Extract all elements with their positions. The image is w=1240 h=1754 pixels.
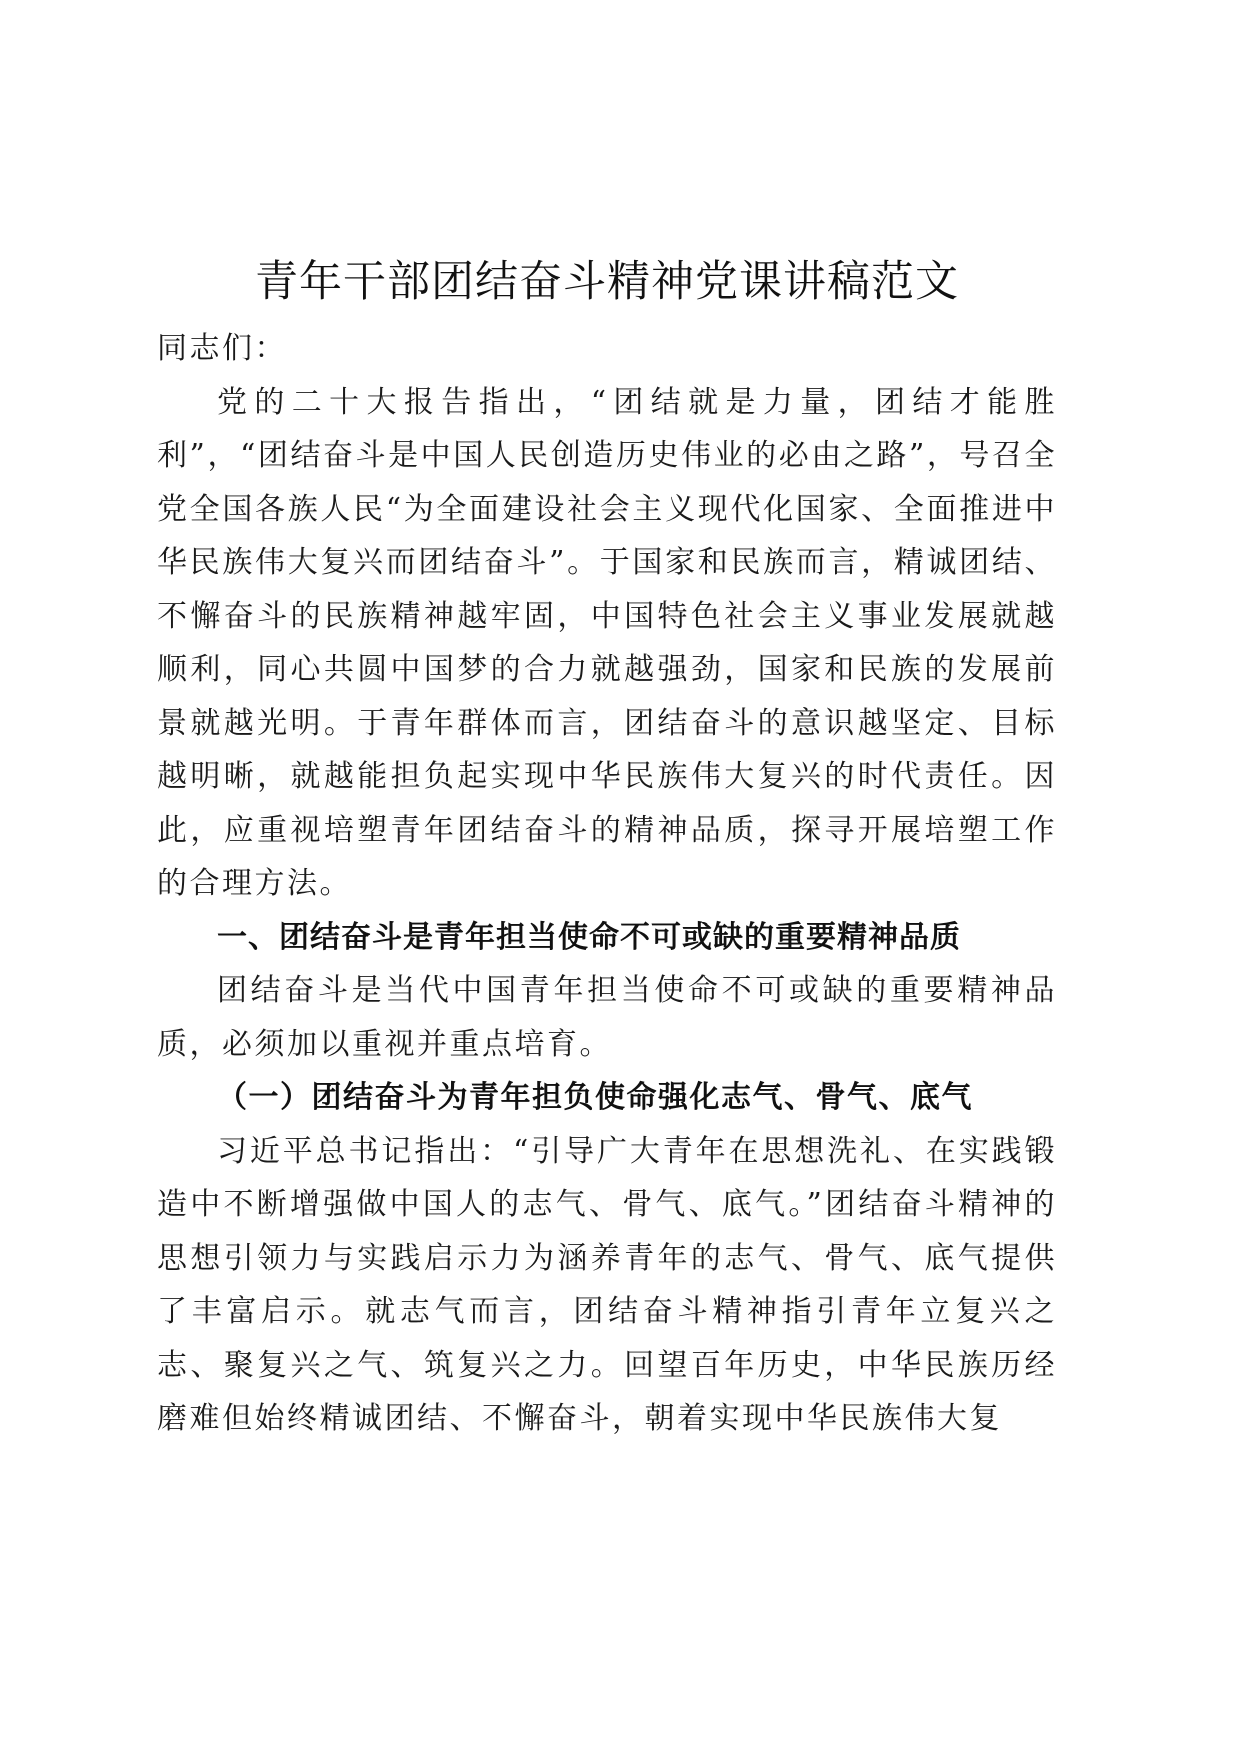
- paragraph-subsection-1: 习近平总书记指出：“引导广大青年在思想洗礼、在实践锻造中不断增强做中国人的志气、骨气、底气。”团结奋斗精神的思想引领力与实践启示力为涵养青年的志气、骨气、底气提供了丰富启示。就志气而言，团结奋斗精神指引青年立复兴之志、聚复兴之气、筑复兴之力。回望百年历史，中华民族历经磨难但始终精诚团结、不懈奋斗，朝着实现中华民族伟大复: [157, 1133, 1057, 1436]
- document-body: [157, 242, 1057, 1446]
- subsection-heading-1: （一）团结奋斗为青年担负使命强化志气、骨气、底气: [217, 1080, 973, 1115]
- paragraph-section-1: 团结奋斗是当代中国青年担当使命不可或缺的重要精神品质，必须加以重视并重点培育。: [157, 973, 1057, 1062]
- greeting: 同志们：: [157, 331, 287, 366]
- section-heading-1: 一、团结奋斗是青年担当使命不可或缺的重要精神品质: [217, 919, 961, 955]
- document-title: 青年干部团结奋斗精神党课讲稿范文: [255, 257, 959, 307]
- paragraph-intro: 党的二十大报告指出，“团结就是力量，团结才能胜利”，“团结奋斗是中国人民创造历史伟业的必由之路”，号召全党全国各族人民“为全面建设社会主义现代化国家、全面推进中华民族伟大复兴而团结奋斗”。于国家和民族而言，精诚团结、不懈奋斗的民族精神越牢固，中国特色社会主义事业发展就越顺利，同心共圆中国梦的合力就越强劲，国家和民族的发展前景就越光明。于青年群体而言，团结奋斗的意识越坚定、目标越明晰，就越能担负起实现中华民族伟大复兴的时代责任。因此，应重视培塑青年团结奋斗的精神品质，探寻开展培塑工作的合理方法。: [157, 384, 1057, 901]
